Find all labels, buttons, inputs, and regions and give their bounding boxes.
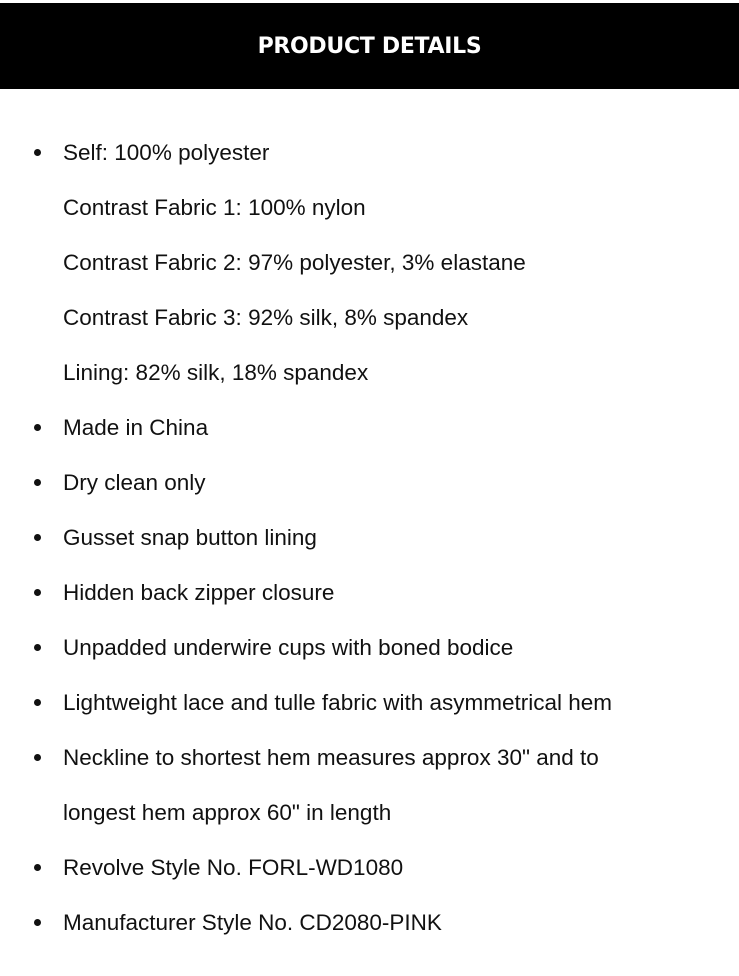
detail-line: Made in China <box>63 415 209 440</box>
detail-item-manufacturer-style <box>0 895 739 950</box>
detail-line: Self: 100% polyester <box>63 140 270 165</box>
detail-item-revolve-style <box>0 840 739 895</box>
detail-line: longest hem approx 60" in length <box>63 800 392 825</box>
detail-item-composition <box>0 125 739 400</box>
bullet-dot <box>34 864 41 871</box>
bullet-dot <box>34 699 41 706</box>
bullet-dot <box>34 644 41 651</box>
detail-line: Neckline to shortest hem measures approx 30" and to <box>63 745 599 770</box>
detail-item-fabric <box>0 675 739 730</box>
detail-line: Revolve Style No. FORL-WD1080 <box>63 855 404 880</box>
detail-item-measurements <box>0 730 739 840</box>
bullet-dot <box>34 754 41 761</box>
detail-line: Contrast Fabric 3: 92% silk, 8% spandex <box>63 305 469 330</box>
detail-line: Dry clean only <box>63 470 206 495</box>
detail-item-care <box>0 455 739 510</box>
bullet-dot <box>34 149 41 156</box>
product-details-list <box>0 125 739 950</box>
product-details-header <box>0 3 739 89</box>
detail-item-origin <box>0 400 739 455</box>
detail-item-cups <box>0 620 739 675</box>
detail-line: Manufacturer Style No. CD2080-PINK <box>63 910 442 935</box>
detail-line: Contrast Fabric 1: 100% nylon <box>63 195 366 220</box>
bullet-dot <box>34 424 41 431</box>
detail-item-lining <box>0 510 739 565</box>
detail-line: Hidden back zipper closure <box>63 580 335 605</box>
bullet-dot <box>34 589 41 596</box>
detail-line: Contrast Fabric 2: 97% polyester, 3% elastane <box>63 250 526 275</box>
bullet-dot <box>34 534 41 541</box>
detail-line: Gusset snap button lining <box>63 525 317 550</box>
detail-item-closure <box>0 565 739 620</box>
bullet-dot <box>34 479 41 486</box>
detail-line: Unpadded underwire cups with boned bodice <box>63 635 514 660</box>
detail-line: Lining: 82% silk, 18% spandex <box>63 360 369 385</box>
bullet-dot <box>34 919 41 926</box>
section-title: PRODUCT DETAILS <box>257 33 482 59</box>
detail-line: Lightweight lace and tulle fabric with asymmetrical hem <box>63 690 612 715</box>
